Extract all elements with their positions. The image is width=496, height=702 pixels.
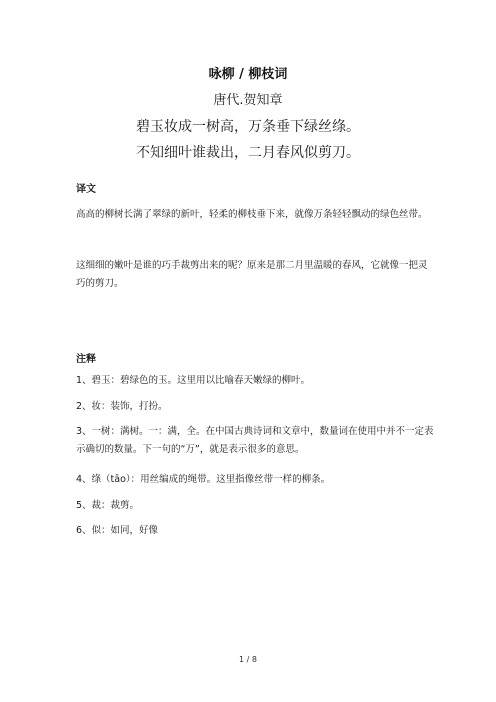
note-item-2: 2、妆：装饰，打扮。 (76, 401, 168, 412)
note-item-1: 1、碧玉：碧绿色的玉。这里用以比喻春天嫩绿的柳叶。 (76, 375, 311, 386)
note-item-4: 4、绦（tāo）：用丝编成的绳带。这里指像丝带一样的柳条。 (76, 474, 331, 485)
poem-line-1: 碧玉妆成一树高，万条垂下绿丝绦。 (136, 119, 360, 135)
poem-author: 唐代.贺知章 (213, 93, 283, 108)
translation-paragraph-1: 高高的柳树长满了翠绿的新叶，轻柔的柳枝垂下来，就像万条轻轻飘动的绿色丝带。 (76, 209, 428, 220)
note-item-5: 5、裁：裁剪。 (76, 500, 140, 511)
translation-paragraph-2: 这细细的嫩叶是谁的巧手裁剪出来的呢？原来是那二月里温暖的春风，它就像一把灵巧的剪刀。 (76, 260, 428, 289)
poem-line-2: 不知细叶谁裁出，二月春风似剪刀。 (136, 145, 360, 161)
notes-heading: 注释 (76, 354, 96, 365)
poem-title: 咏柳 / 柳枝词 (208, 67, 288, 82)
note-item-3: 3、一树：满树。一：满，全。在中国古典诗词和文章中，数量词在使用中并不一定表示确切的数量。下一句的“万”，就是表示很多的意思。 (76, 426, 434, 455)
note-item-6: 6、似：如同，好像 (76, 525, 159, 536)
page-number: 1 / 8 (239, 655, 257, 664)
translation-heading: 译文 (76, 184, 96, 195)
